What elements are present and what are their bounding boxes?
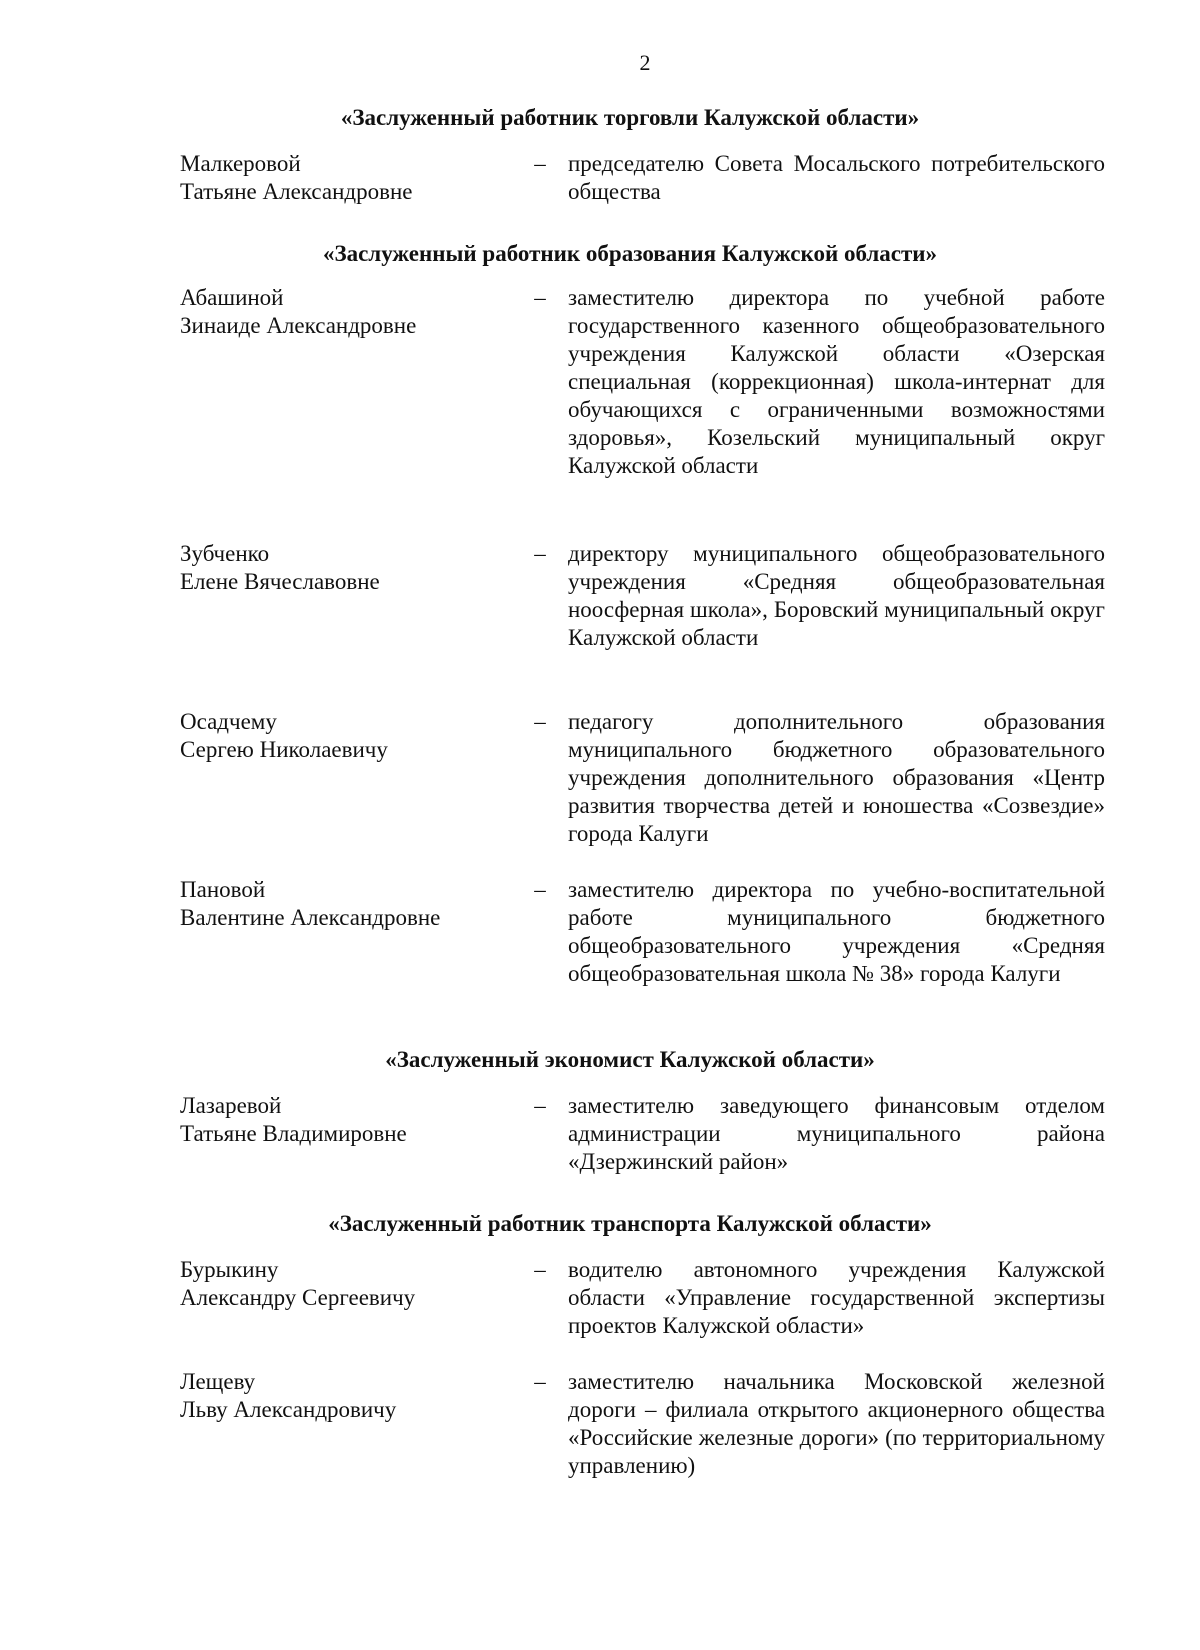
recipient-surname: Пановой bbox=[180, 877, 266, 902]
recipient-position: заместителю начальника Московской железной дороги – филиала открытого акционерного общества «Российские железные дороги» (по территориальному управлению) bbox=[568, 1369, 1105, 1478]
recipient-position: водителю автономного учреждения Калужской области «Управление государственной экспертизы проектов Калужской области» bbox=[568, 1257, 1105, 1338]
recipient-position: заместителю директора по учебно-воспитательной работе муниципального бюджетного общеобразовательного учреждения «Средняя общеобразовательная школа № 38» города Калуги bbox=[568, 877, 1105, 986]
page-number: 2 bbox=[639, 50, 651, 75]
entry-dash: – bbox=[534, 709, 546, 734]
section-title: «Заслуженный работник транспорта Калужской области» bbox=[328, 1211, 932, 1236]
recipient-name bbox=[180, 150, 500, 206]
recipient-surname: Лещеву bbox=[180, 1369, 256, 1394]
recipient-position: председателю Совета Мосальского потребительского общества bbox=[568, 151, 1105, 204]
recipient-surname: Осадчему bbox=[180, 709, 277, 734]
recipient-surname: Абашиной bbox=[180, 285, 284, 310]
recipient-given-names: Татьяне Владимировне bbox=[180, 1121, 407, 1146]
entry-dash: – bbox=[534, 1257, 546, 1282]
recipient-position: директору муниципального общеобразовательного учреждения «Средняя общеобразовательная ноосферная школа», Боровский муниципальный округ Калужской области bbox=[568, 541, 1105, 650]
recipient-surname: Малкеровой bbox=[180, 151, 301, 176]
entry-dash: – bbox=[534, 285, 546, 310]
entry-dash: – bbox=[534, 151, 546, 176]
recipient-given-names: Елене Вячеславовне bbox=[180, 569, 380, 594]
recipient-given-names: Валентине Александровне bbox=[180, 905, 441, 930]
recipient-given-names: Татьяне Александровне bbox=[180, 179, 413, 204]
entry-dash: – bbox=[534, 541, 546, 566]
recipient-name bbox=[180, 1368, 500, 1424]
section-title: «Заслуженный работник образования Калужской области» bbox=[322, 241, 938, 266]
recipient-name bbox=[180, 1092, 500, 1148]
recipient-name bbox=[180, 876, 500, 932]
recipient-name bbox=[180, 540, 500, 596]
recipient-surname: Зубченко bbox=[180, 541, 270, 566]
section-economist bbox=[160, 1046, 1100, 1074]
recipient-position: заместителю директора по учебной работе государственного казенного общеобразовательного учреждения Калужской области «Озерская специальная (коррекционная) школа-интернат для обучающихся с ограниченными возможностями здоровья», Козельский муниципальный округ Калужской области bbox=[568, 285, 1105, 478]
recipient-given-names: Сергею Николаевичу bbox=[180, 737, 388, 762]
recipient-position: заместителю заведующего финансовым отделом администрации муниципального района «Дзержинский район» bbox=[568, 1093, 1105, 1174]
section-trade bbox=[160, 104, 1100, 132]
section-title: «Заслуженный экономист Калужской области» bbox=[385, 1047, 875, 1072]
entry-dash: – bbox=[534, 1093, 546, 1118]
section-title: «Заслуженный работник торговли Калужской области» bbox=[340, 105, 920, 130]
recipient-name bbox=[180, 708, 500, 764]
recipient-given-names: Александру Сергеевичу bbox=[180, 1285, 416, 1310]
entry-dash: – bbox=[534, 877, 546, 902]
recipient-position: педагогу дополнительного образования муниципального бюджетного образовательного учреждения дополнительного образования «Центр развития творчества детей и юношества «Созвездие» города Калуги bbox=[568, 709, 1105, 846]
recipient-given-names: Зинаиде Александровне bbox=[180, 313, 417, 338]
section-education bbox=[160, 240, 1100, 268]
recipient-name bbox=[180, 284, 500, 340]
entry-dash: – bbox=[534, 1369, 546, 1394]
section-transport bbox=[160, 1210, 1100, 1238]
recipient-surname: Лазаревой bbox=[180, 1093, 282, 1118]
recipient-surname: Бурыкину bbox=[180, 1257, 279, 1282]
recipient-given-names: Льву Александровичу bbox=[180, 1397, 397, 1422]
recipient-name bbox=[180, 1256, 500, 1312]
